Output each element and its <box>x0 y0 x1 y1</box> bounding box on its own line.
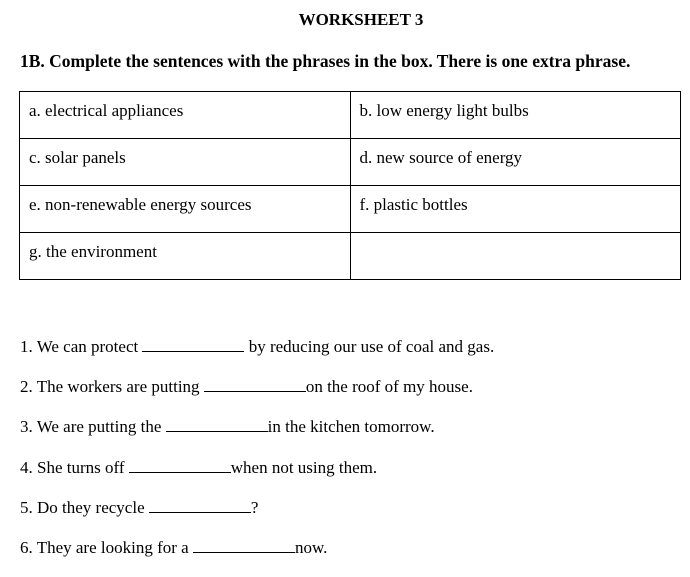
sentence-item <box>20 497 494 537</box>
sentence-text-after: by reducing our use of coal and gas. <box>244 337 495 356</box>
phrase-row <box>20 92 681 139</box>
phrase-cell: e. non-renewable energy sources <box>20 186 351 233</box>
sentence-text-before: 5. Do they recycle <box>20 497 149 517</box>
sentence-item <box>20 537 494 577</box>
answer-blank[interactable] <box>204 376 306 392</box>
phrase-row <box>20 233 681 280</box>
worksheet-title: WORKSHEET 3 <box>298 10 424 29</box>
phrase-cell: g. the environment <box>20 233 351 280</box>
answer-blank[interactable] <box>166 416 268 432</box>
answer-blank[interactable] <box>142 336 244 352</box>
phrase-row <box>20 139 681 186</box>
sentence-text-before: 3. We are putting the <box>20 417 166 437</box>
sentence-item <box>20 457 494 497</box>
phrase-box <box>19 91 681 280</box>
sentence-text-before: 1. We can protect <box>20 337 143 356</box>
phrase-cell: d. new source of energy <box>350 139 681 186</box>
sentence-list <box>20 336 494 577</box>
exercise-instruction: 1B. Complete the sentences with the phrases in the box. There is one extra phrase. <box>20 51 631 71</box>
sentence-text-after: ? <box>250 497 259 517</box>
phrase-cell: c. solar panels <box>20 139 351 186</box>
sentence-text-after: when not using them. <box>230 457 378 477</box>
sentence-text-after: in the kitchen tomorrow. <box>267 417 435 437</box>
sentence-text-before: 2. The workers are putting <box>20 377 204 397</box>
answer-blank[interactable] <box>149 497 251 513</box>
phrase-cell-empty <box>350 233 681 280</box>
sentence-text-before: 4. She turns off <box>20 457 129 477</box>
sentence-item <box>20 416 494 456</box>
phrase-cell: a. electrical appliances <box>20 92 351 139</box>
sentence-text-before: 6. They are looking for a <box>20 537 193 557</box>
sentence-text-after: now. <box>294 537 328 557</box>
phrase-row <box>20 186 681 233</box>
answer-blank[interactable] <box>129 457 231 473</box>
phrase-cell: f. plastic bottles <box>350 186 681 233</box>
phrase-cell: b. low energy light bulbs <box>350 92 681 139</box>
sentence-text-after: on the roof of my house. <box>305 377 473 397</box>
sentence-item <box>20 376 494 416</box>
answer-blank[interactable] <box>193 537 295 553</box>
sentence-item <box>20 336 494 376</box>
